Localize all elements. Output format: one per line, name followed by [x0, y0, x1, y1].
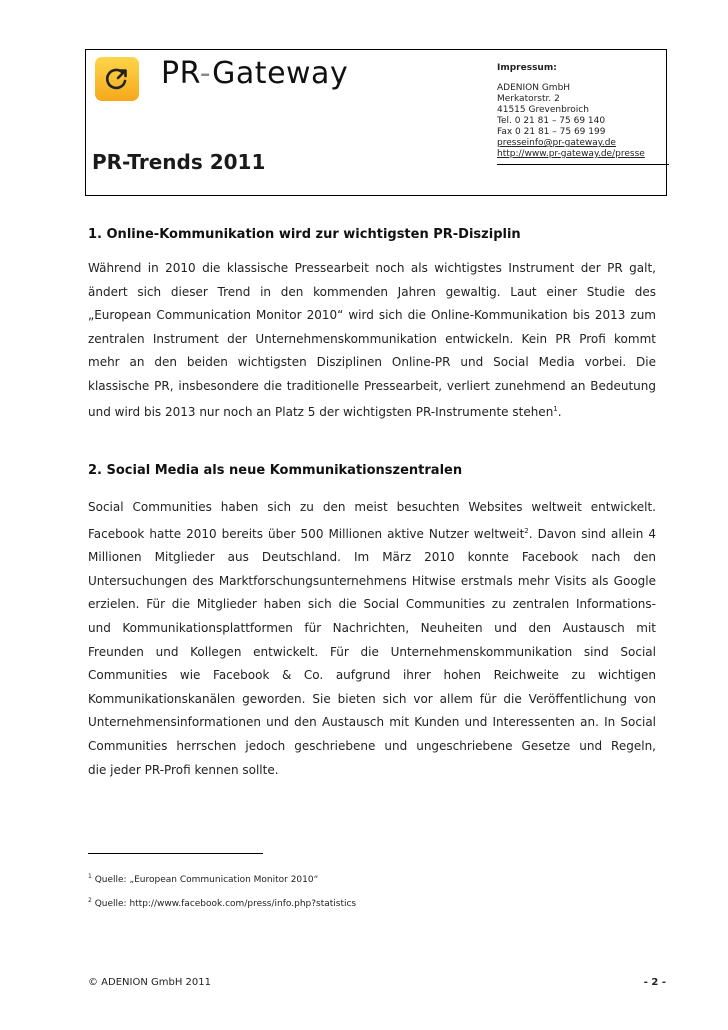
- impressum-web-link[interactable]: http://www.pr-gateway.de/presse: [497, 149, 669, 165]
- impressum-block: [497, 63, 669, 165]
- section2-line-text: . Davon sind allein 4: [528, 526, 656, 541]
- logo-badge: [95, 57, 139, 101]
- footnote-1: [88, 873, 318, 885]
- logo-brand: PR: [161, 56, 200, 91]
- page-title: PR-Trends 2011: [92, 150, 266, 174]
- section2-line: und Kommunikationsplattformen für Nachrichten, Neuheiten und den Austausch mit: [88, 620, 656, 635]
- section2-line: Communities wie Facebook & Co. aufgrund ihrer hohen Reichweite zu wichtigen: [88, 668, 656, 683]
- section2-line-with-footnote: [88, 520, 656, 547]
- section2-line: erzielen. Für die Mitglieder haben sich die Social Communities zu zentralen Informations-: [88, 597, 656, 612]
- footnote-1-text: Quelle: „European Communication Monitor 2010“: [91, 875, 319, 885]
- section2-line: Freunden und Kollegen entwickelt. Für die Unternehmenskommunikation sind Social: [88, 644, 656, 659]
- section1-line-end: .: [557, 405, 562, 419]
- logo-name: Gateway: [212, 56, 349, 91]
- section2-paragraph: [88, 496, 656, 782]
- footnote-divider: [88, 853, 263, 854]
- section1-line: zentralen Instrument der Unternehmenskommunikation entwickeln. Kein PR Profi kommt: [88, 331, 656, 346]
- section2-line-last: die jeder PR-Profi kennen sollte.: [88, 762, 279, 777]
- section2-line: Kommunikationskanälen geworden. Sie bieten sich vor allem für die Veröffentlichung von: [88, 691, 656, 706]
- impressum-label: Impressum:: [497, 63, 557, 73]
- section1-heading: 1. Online-Kommunikation wird zur wichtigsten PR-Disziplin: [88, 227, 521, 242]
- section1-paragraph: [88, 257, 656, 425]
- footer-copyright: © ADENION GmbH 2011: [88, 977, 211, 988]
- section1-line-text: und wird bis 2013 nur noch an Platz 5 der wichtigsten PR-Instrumente stehen: [88, 405, 554, 419]
- section1-line: Während in 2010 die klassische Pressearbeit noch als wichtigstes Instrument der PR galt,: [88, 261, 656, 275]
- impressum-email-link[interactable]: presseinfo@pr-gateway.de: [497, 138, 616, 148]
- section2-line: Unternehmensinformationen und den Austausch mit Kunden und Interessenten an. In Social: [88, 715, 656, 730]
- section2-line-text: Facebook hatte 2010 bereits über 500 Millionen aktive Nutzer weltweit: [88, 526, 525, 541]
- impressum-fax: Fax 0 21 81 – 75 69 199: [497, 127, 606, 137]
- section2-line: Millionen Mitglieder aus Deutschland. Im März 2010 konnte Facebook nach den: [88, 550, 656, 565]
- section2-line: Communities herrschen jedoch geschriebene und ungeschriebene Gesetze und Regeln,: [88, 738, 656, 753]
- impressum-tel: Tel. 0 21 81 – 75 69 140: [497, 116, 606, 126]
- footnote-2: [88, 897, 356, 909]
- section2-heading: 2. Social Media als neue Kommunikationszentralen: [88, 463, 463, 478]
- section2-line: Untersuchungen des Marktforschungsunternehmens Hitwise erstmals mehr Visits als Google: [88, 573, 656, 588]
- footer-page-number: - 2 -: [643, 977, 666, 988]
- impressum-company: ADENION GmbH: [497, 83, 571, 93]
- section1-line: „European Communication Monitor 2010“ wird sich die Online-Kommunikation bis 2013 zum: [88, 308, 656, 322]
- footnote-1-number: 1: [88, 873, 92, 880]
- impressum-street: Merkatorstr. 2: [497, 94, 560, 104]
- logo-wordmark: [161, 56, 348, 91]
- section1-line: ändert sich dieser Trend in den kommenden Jahren gewaltig. Laut einer Studie des: [88, 284, 656, 299]
- impressum-city: 41515 Grevenbroich: [497, 105, 589, 115]
- section2-line: Social Communities haben sich zu den meist besuchten Websites weltweit entwickelt.: [88, 500, 656, 514]
- header-box: [85, 49, 667, 196]
- section1-line: mehr an den beiden wichtigsten Disziplinen Online-PR und Social Media vorbei. Die: [88, 355, 656, 369]
- logo-dash: -: [199, 56, 213, 91]
- rotate-arrow-icon: [103, 65, 131, 93]
- footnote-ref-1[interactable]: 1: [553, 405, 558, 413]
- footnote-2-number: 2: [88, 897, 92, 904]
- section1-line: klassische PR, insbesondere die traditionelle Pressearbeit, verliert zunehmend an Bedeutung: [88, 378, 656, 393]
- section1-line-last: [88, 398, 656, 425]
- footnote-ref-2[interactable]: 2: [524, 526, 529, 535]
- footnote-2-text: Quelle: http://www.facebook.com/press/info.php?statistics: [91, 899, 357, 909]
